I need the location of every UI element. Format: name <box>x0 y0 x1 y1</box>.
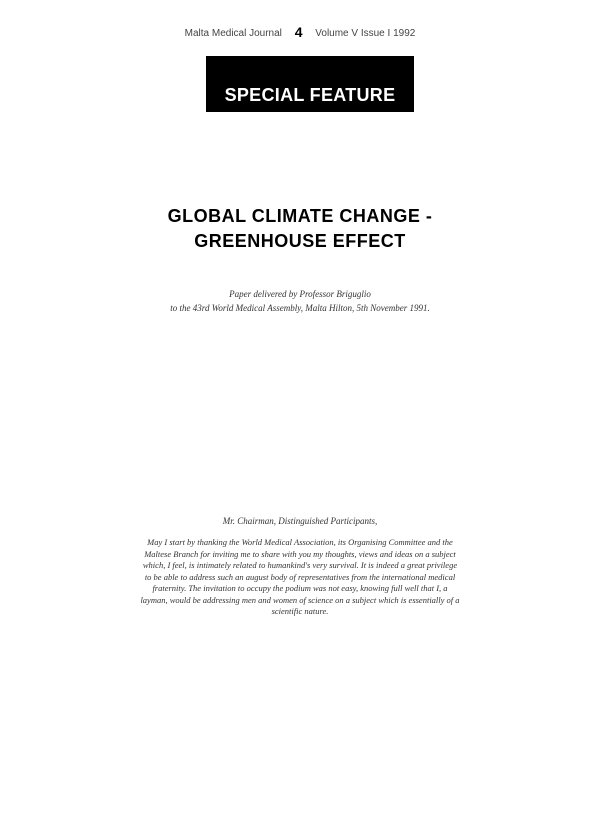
byline-line-1: Paper delivered by Professor Briguglio <box>229 289 371 299</box>
title-line-1: GLOBAL CLIMATE CHANGE - <box>167 206 433 226</box>
banner-label: SPECIAL FEATURE <box>224 85 396 105</box>
running-header <box>0 24 600 40</box>
page-number: 4 <box>294 24 303 40</box>
body-paragraph: May I start by thanking the World Medical Association, its Organising Committee and the Maltese Branch for inviting me to share with you my thoughts, views and ideas on a subject which, I feel, is intimately related to humankind's very survival. It is indeed a great privilege to be able to address such an august body of representatives from the international medical fraternity. The invitation to occupy the podium was not easy, knowing full well that I, a layman, would be addressing men and women of science on a subject which is essentially of a scientific nature. <box>140 537 460 616</box>
salutation: Mr. Chairman, Distinguished Participants, <box>222 516 378 526</box>
title-line-2: GREENHOUSE EFFECT <box>194 231 406 251</box>
journal-name: Malta Medical Journal <box>184 28 282 39</box>
byline-line-2: to the 43rd World Medical Assembly, Malta Hilton, 5th November 1991. <box>170 303 430 313</box>
article-title <box>0 204 600 254</box>
byline <box>0 287 600 315</box>
special-feature-banner <box>206 56 414 112</box>
issue-info: Volume V Issue I 1992 <box>315 28 416 39</box>
